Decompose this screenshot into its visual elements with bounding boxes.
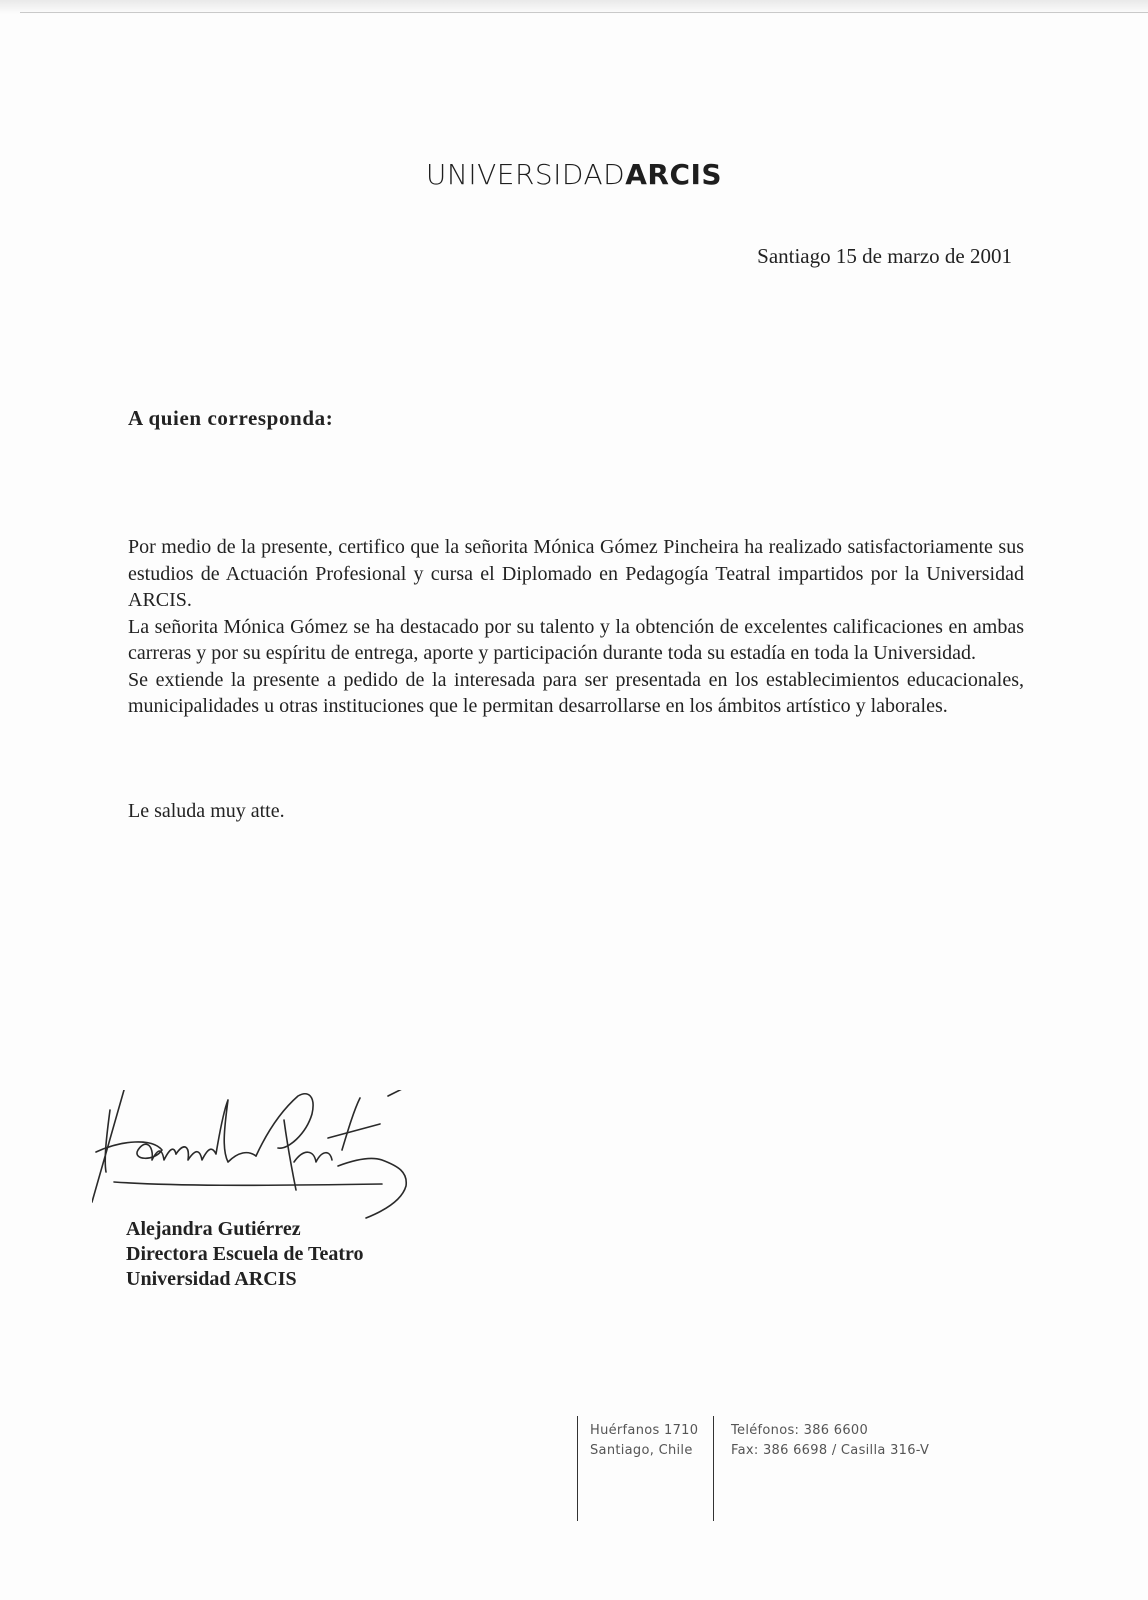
body-paragraph: Por medio de la presente, certifico que la señorita Mónica Gómez Pincheira ha realizado satisfactoriamente sus estudios de Actuación Profesional y cursa el Diplomado en Pedagogía Teatral impartidos por la Universidad ARCIS.: [128, 536, 1024, 611]
signatory-block: [126, 1217, 364, 1292]
letterhead-logo: [0, 158, 1148, 191]
scan-edge-line: [20, 12, 1148, 13]
footer-address-line: Huérfanos 1710: [590, 1423, 699, 1438]
logo-thin-text: UNIVERSIDAD: [425, 158, 626, 191]
letter-body: [128, 534, 1024, 720]
footer-address-line: Santiago, Chile: [590, 1443, 693, 1458]
body-paragraph: Se extiende la presente a pedido de la interesada para ser presentada en los establecimientos educacionales, municipalidades u otras instituciones que le permitan desarrollarse en los ámbitos artístico y laborales.: [128, 668, 1024, 717]
footer-divider-right: [713, 1416, 714, 1521]
footer-address: [590, 1421, 698, 1461]
salutation: A quien corresponda:: [128, 406, 334, 430]
signatory-name: Alejandra Gutiérrez: [126, 1218, 301, 1240]
signatory-title: Directora Escuela de Teatro: [126, 1243, 364, 1265]
closing-line: Le saluda muy atte.: [128, 800, 285, 822]
footer-fax: Fax: 386 6698 / Casilla 316-V: [731, 1443, 930, 1458]
footer-divider-left: [577, 1416, 578, 1521]
body-paragraph: La señorita Mónica Gómez se ha destacado por su talento y la obtención de excelentes calificaciones en ambas carreras y por su espíritu de entrega, aporte y participación durante toda su estadía en toda la Universidad.: [128, 615, 1024, 664]
logo-bold-text: ARCIS: [625, 158, 723, 191]
footer-contact: [731, 1421, 929, 1461]
footer-phone: Teléfonos: 386 6600: [731, 1423, 869, 1438]
date-line: Santiago 15 de marzo de 2001: [757, 244, 1012, 268]
signatory-institution: Universidad ARCIS: [126, 1268, 297, 1290]
